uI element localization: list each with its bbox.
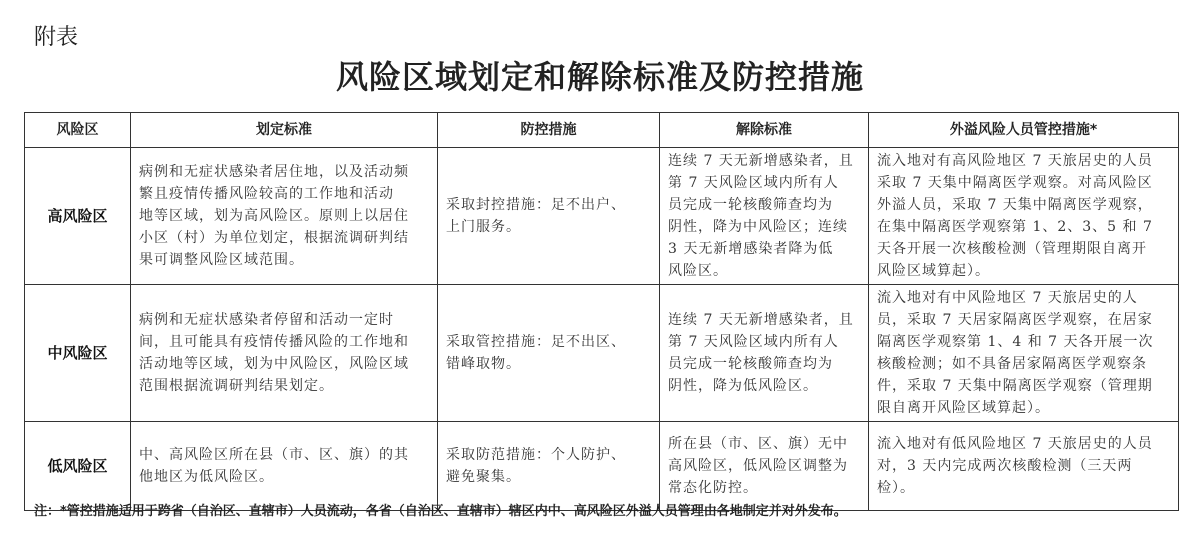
- spillover-cell: 流入地对有中风险地区 7 天旅居史的人 员，采取 7 天居家隔离医学观察，在居家 隔离医学观察第 1、4 和 7 天各开展一次 核酸检测；如不具备居家隔离医学观察条 件，采取 7 天集中隔离医学观察（管理期 限自离开风险区域算起）。: [869, 285, 1179, 422]
- criteria-cell: 病例和无症状感染者居住地，以及活动频 繁且疫情传播风险较高的工作地和活动 地等区域，划为高风险区。原则上以居住 小区（村）为单位划定，根据流调研判结 果可调整风险区域范围。: [131, 148, 438, 285]
- header-measures: 防控措施: [438, 113, 660, 148]
- measures-cell: 采取封控措施：足不出户、 上门服务。: [438, 148, 660, 285]
- header-release: 解除标准: [660, 113, 869, 148]
- spillover-cell: 流入地对有高风险地区 7 天旅居史的人员 采取 7 天集中隔离医学观察。对高风险区 外溢人员，采取 7 天集中隔离医学观察， 在集中隔离医学观察第 1、2、3、5 和 7 天各开展一次核酸检测（管理期限自离开 风险区域算起）。: [869, 148, 1179, 285]
- footnote: 注：*管控措施适用于跨省（自治区、直辖市）人员流动，各省（自治区、直辖市）辖区内中、高风险区外溢人员管理由各地制定并对外发布。: [34, 504, 847, 519]
- measures-cell: 采取管控措施：足不出区、 错峰取物。: [438, 285, 660, 422]
- risk-zone-table: [24, 112, 1179, 511]
- criteria-cell: 病例和无症状感染者停留和活动一定时 间，且可能具有疫情传播风险的工作地和 活动地等区域，划为中风险区，风险区域 范围根据流调研判结果划定。: [131, 285, 438, 422]
- document-title: 风险区域划定和解除标准及防控措施: [335, 58, 864, 96]
- spillover-cell: 流入地对有低风险地区 7 天旅居史的人员 对，3 天内完成两次核酸检测（三天两检）。: [869, 422, 1179, 511]
- release-cell: 连续 7 天无新增感染者，且 第 7 天风险区域内所有人 员完成一轮核酸筛查均为 阴性，降为低风险区。: [660, 285, 869, 422]
- header-zone: 风险区: [25, 113, 131, 148]
- criteria-cell: 中、高风险区所在县（市、区、旗）的其 他地区为低风险区。: [131, 422, 438, 511]
- table-row: [25, 148, 1179, 285]
- header-spillover: 外溢风险人员管控措施*: [869, 113, 1179, 148]
- table-row: [25, 422, 1179, 511]
- measures-cell: 采取防范措施：个人防护、 避免聚集。: [438, 422, 660, 511]
- release-cell: 连续 7 天无新增感染者，且 第 7 天风险区域内所有人 员完成一轮核酸筛查均为 阴性，降为中风险区；连续 3 天无新增感染者降为低 风险区。: [660, 148, 869, 285]
- annex-label: 附表: [34, 25, 79, 50]
- zone-cell: 中风险区: [25, 285, 131, 422]
- zone-cell: 高风险区: [25, 148, 131, 285]
- table-row: [25, 285, 1179, 422]
- table-header-row: [25, 113, 1179, 148]
- zone-cell: 低风险区: [25, 422, 131, 511]
- release-cell: 所在县（市、区、旗）无中 高风险区，低风险区调整为 常态化防控。: [660, 422, 869, 511]
- header-criteria: 划定标准: [131, 113, 438, 148]
